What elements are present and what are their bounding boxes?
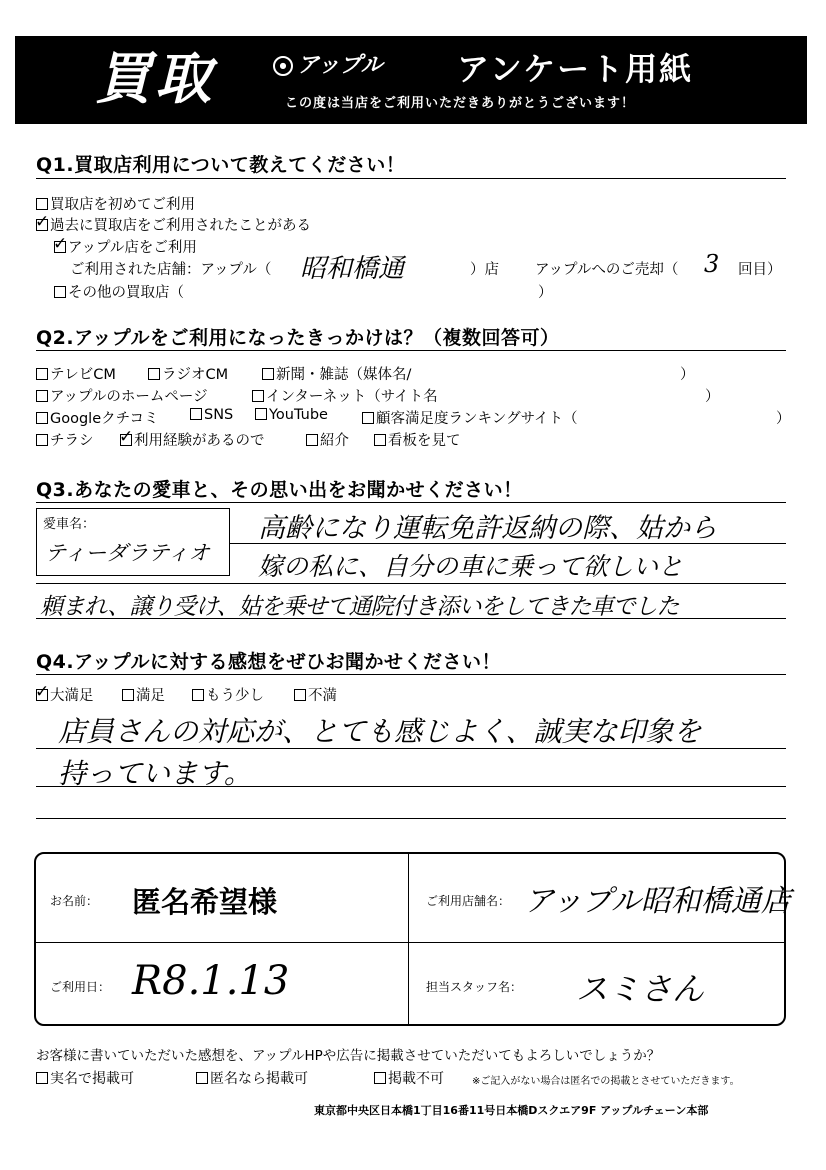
q1-option-other[interactable] xyxy=(54,281,184,302)
consent-note: ※ご記入がない場合は匿名での掲載とさせていただきます。 xyxy=(472,1076,740,1087)
q4-line-2 xyxy=(36,786,786,787)
q4-line-1 xyxy=(36,748,786,749)
q2-news-close: ） xyxy=(680,367,695,383)
checkbox[interactable] xyxy=(36,198,48,210)
q3-line-3 xyxy=(36,618,786,619)
brand-logo xyxy=(273,48,383,79)
option-label: Googleクチコミ xyxy=(50,411,159,427)
q3-rule xyxy=(36,502,786,503)
checkbox[interactable] xyxy=(148,368,160,380)
staff-value[interactable]: スミさん xyxy=(576,970,705,1008)
q4-heading: Q4.アップルに対する感想をぜひお聞かせください！ xyxy=(36,651,502,673)
q2-option-radio[interactable] xyxy=(148,363,228,384)
q4-option-dissatisfied[interactable] xyxy=(294,684,337,705)
q1-count-prefix: アップルへのご売却（ xyxy=(535,262,679,278)
option-label: 買取店を初めてご利用 xyxy=(50,197,195,213)
form-subtitle: この度は当店をご利用いただきありがとうございます！ xyxy=(285,96,636,111)
consent-option-real[interactable] xyxy=(36,1068,134,1088)
q4-line-3 xyxy=(36,818,786,819)
q2-option-intro[interactable] xyxy=(306,429,349,450)
option-label: その他の買取店（ xyxy=(68,285,184,301)
q1-heading: Q1.買取店利用について教えてください！ xyxy=(36,154,406,176)
option-label: もう少し xyxy=(206,688,264,704)
checkbox[interactable] xyxy=(36,434,48,446)
checkbox[interactable] xyxy=(122,689,134,701)
q1-count-suffix: 回目） xyxy=(738,262,782,278)
memory-line-3: 頼まれ、譲り受け、姑を乗せて通院付き添いをしてきた車でした xyxy=(40,594,679,620)
checkbox-checked[interactable] xyxy=(36,219,48,231)
memory-line-2: 嫁の私に、自分の車に乗って欲しいと xyxy=(258,552,684,581)
box-horizontal-divider xyxy=(36,942,784,943)
brand-logo-text: アップル xyxy=(297,53,383,78)
q3-line-2 xyxy=(36,583,786,584)
q4-option-very[interactable] xyxy=(36,684,94,705)
q2-option-news[interactable] xyxy=(262,363,411,384)
q2-internet-close: ） xyxy=(705,389,720,405)
checkbox[interactable] xyxy=(36,368,48,380)
q3-line-1 xyxy=(230,543,786,544)
checkbox[interactable] xyxy=(374,1072,386,1084)
memory-line-1: 高齢になり運転免許返納の際、姑から xyxy=(258,513,717,544)
option-label: 利用経験があるので xyxy=(134,433,265,449)
q2-option-internet[interactable] xyxy=(252,385,438,406)
q2-option-google[interactable] xyxy=(36,407,159,428)
comment-line-2: 持っています。 xyxy=(58,757,252,790)
option-label: 不満 xyxy=(308,688,337,704)
option-label: 過去に買取店をご利用されたことがある xyxy=(50,218,311,234)
name-value[interactable]: 匿名希望様 xyxy=(132,885,278,919)
consent-option-anon[interactable] xyxy=(196,1068,308,1088)
q4-rule xyxy=(36,674,786,675)
store-value[interactable]: アップル昭和橋通店 xyxy=(524,884,791,919)
checkbox[interactable] xyxy=(306,434,318,446)
consent-question: お客様に書いていただいた感想を、アップルHPや広告に掲載させていただいてもよろしいでしょうか？ xyxy=(36,1048,661,1064)
option-label: 掲載不可 xyxy=(388,1071,444,1087)
option-label: 看板を見て xyxy=(388,433,461,449)
option-label: 新聞・雑誌（媒体名/ xyxy=(276,367,412,383)
option-label: SNS xyxy=(204,407,234,423)
checkbox[interactable] xyxy=(54,286,66,298)
option-label: ラジオCM xyxy=(162,367,229,383)
checkbox[interactable] xyxy=(262,368,274,380)
checkbox[interactable] xyxy=(374,434,386,446)
q2-option-experience[interactable] xyxy=(120,429,265,450)
staff-label: 担当スタッフ名： xyxy=(426,980,523,994)
option-label: アップル店をご利用 xyxy=(68,240,197,256)
option-label: 実名で掲載可 xyxy=(50,1071,134,1087)
q1-other-close: ） xyxy=(538,285,553,301)
checkbox-checked[interactable] xyxy=(120,434,132,446)
q2-rule xyxy=(36,350,786,351)
option-label: 紹介 xyxy=(320,433,349,449)
q2-option-flyer[interactable] xyxy=(36,429,94,450)
option-label: アップルのホームページ xyxy=(50,389,208,405)
q4-option-bit-more[interactable] xyxy=(192,684,264,705)
checkbox[interactable] xyxy=(36,1072,48,1084)
checkbox[interactable] xyxy=(294,689,306,701)
q2-option-sns[interactable] xyxy=(190,407,233,423)
option-label: インターネット（サイト名 xyxy=(266,389,438,405)
q4-option-satisfied[interactable] xyxy=(122,684,165,705)
name-label: お名前： xyxy=(50,894,99,908)
company-address: 東京都中央区日本橋1丁目16番11号日本橋Dスクエア9F アップルチェーン本部 xyxy=(314,1104,709,1117)
apple-logo-icon: ● xyxy=(273,56,293,76)
checkbox-checked[interactable] xyxy=(36,689,48,701)
car-name-box[interactable] xyxy=(36,508,230,576)
consent-option-no[interactable] xyxy=(374,1068,444,1088)
form-title: アンケート用紙 xyxy=(457,50,694,88)
q2-option-home[interactable] xyxy=(36,385,208,406)
option-label: テレビCM xyxy=(50,367,116,383)
q2-option-tv[interactable] xyxy=(36,363,116,384)
checkbox[interactable] xyxy=(36,390,48,402)
q3-heading: Q3.あなたの愛車と、その思い出をお聞かせください！ xyxy=(36,479,523,501)
box-vertical-divider xyxy=(408,854,409,1024)
header-banner xyxy=(15,36,807,124)
customer-info-box xyxy=(34,852,791,1026)
option-label: YouTube xyxy=(269,407,328,423)
q1-option-apple[interactable] xyxy=(54,236,197,257)
q1-rule xyxy=(36,178,786,179)
q1-count-value[interactable]: 3 xyxy=(704,250,720,278)
option-label: チラシ xyxy=(50,433,94,449)
option-label: 大満足 xyxy=(50,688,94,704)
checkbox[interactable] xyxy=(36,412,48,424)
checkbox-checked[interactable] xyxy=(54,241,66,253)
date-label: ご利用日： xyxy=(50,980,111,994)
date-value[interactable]: R8.1.13 xyxy=(132,958,290,1004)
q2-option-youtube[interactable] xyxy=(255,407,328,423)
checkbox[interactable] xyxy=(196,1072,208,1084)
q2-option-ranking[interactable] xyxy=(362,407,578,428)
store-label: ご利用店舗名： xyxy=(426,894,511,908)
option-label: 顧客満足度ランキングサイト（ xyxy=(376,411,578,427)
q1-store-value[interactable]: 昭和橋通 xyxy=(300,254,405,284)
checkbox[interactable] xyxy=(252,390,264,402)
option-label: 匿名なら掲載可 xyxy=(210,1071,308,1087)
checkbox[interactable] xyxy=(190,408,202,420)
q1-option-past[interactable] xyxy=(36,214,311,235)
option-label: 満足 xyxy=(136,688,165,704)
car-name-value[interactable]: ティーダラティオ xyxy=(45,541,210,565)
checkbox[interactable] xyxy=(192,689,204,701)
q1-store-suffix: ）店 xyxy=(470,262,499,278)
q1-option-first[interactable] xyxy=(36,193,195,214)
car-name-label: 愛車名： xyxy=(43,517,96,532)
q2-option-sign[interactable] xyxy=(374,429,461,450)
q2-ranking-close: ） xyxy=(776,411,791,427)
checkbox[interactable] xyxy=(255,408,267,420)
q1-store-prefix: ご利用された店舗：アップル（ xyxy=(70,262,272,278)
checkbox[interactable] xyxy=(362,412,374,424)
comment-line-1: 店員さんの対応が、とても感じよく、誠実な印象を xyxy=(58,715,702,748)
big-title: 買取 xyxy=(95,47,215,112)
q2-heading: Q2.アップルをご利用になったきっかけは？（複数回答可） xyxy=(36,327,560,349)
